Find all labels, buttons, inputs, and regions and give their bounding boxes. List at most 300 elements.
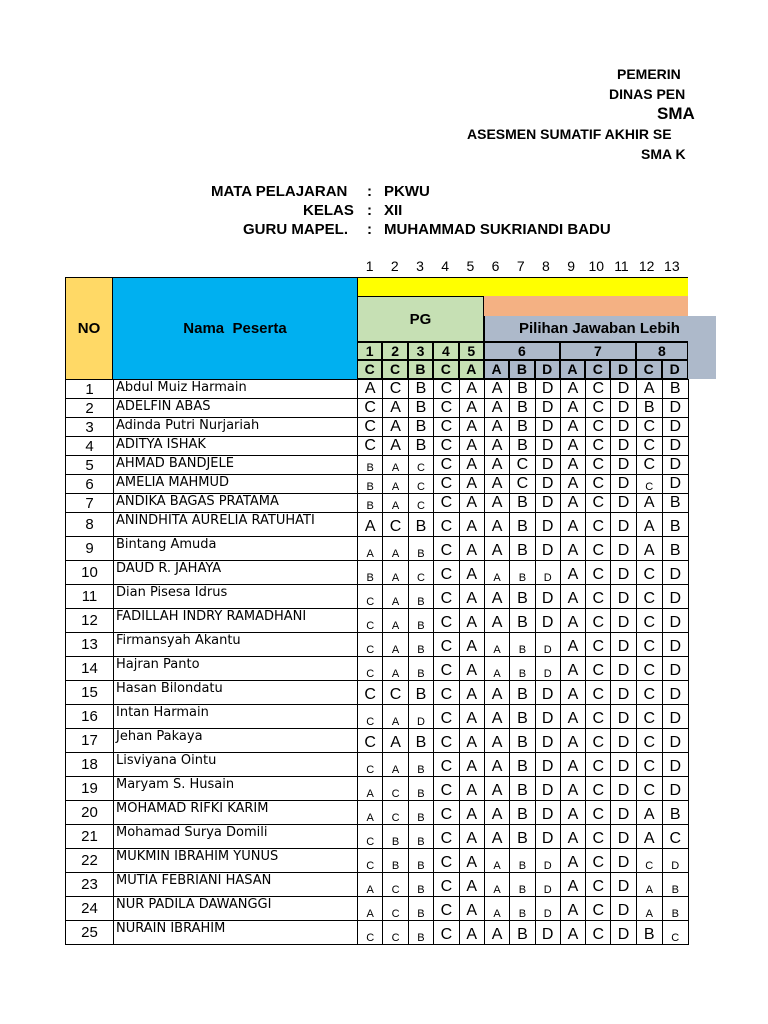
answer-cell: D bbox=[535, 849, 560, 873]
pg-number: 2 bbox=[382, 342, 407, 360]
answer-cell: A bbox=[560, 849, 585, 873]
answer-cell: C bbox=[383, 681, 408, 705]
column-numbers bbox=[357, 258, 684, 276]
answer-cell: D bbox=[535, 777, 560, 801]
answer-cell: B bbox=[662, 513, 688, 537]
answer-cell: D bbox=[535, 418, 560, 437]
answer-cell: C bbox=[383, 380, 408, 399]
answer-cell: B bbox=[510, 561, 535, 585]
answer-cell: C bbox=[434, 801, 459, 825]
answer-cell: A bbox=[560, 399, 585, 418]
answer-cell: C bbox=[358, 753, 383, 777]
answer-cell: B bbox=[662, 537, 688, 561]
answer-cell: C bbox=[358, 399, 383, 418]
answer-cell: B bbox=[662, 494, 688, 513]
answer-cell: A bbox=[459, 399, 484, 418]
table-row bbox=[66, 801, 689, 825]
answer-cell: D bbox=[662, 437, 688, 456]
answer-cell: B bbox=[358, 475, 383, 494]
answer-cell: A bbox=[383, 633, 408, 657]
column-number: 11 bbox=[614, 258, 629, 274]
answer-cell: D bbox=[662, 456, 688, 475]
answer-cell: C bbox=[358, 609, 383, 633]
answer-cell: A bbox=[484, 777, 509, 801]
answer-cell: A bbox=[560, 753, 585, 777]
student-name: Hasan Bilondatu bbox=[114, 681, 358, 705]
answer-cell: A bbox=[459, 897, 484, 921]
answer-cell: A bbox=[484, 657, 509, 681]
student-name: Hajran Panto bbox=[114, 657, 358, 681]
answer-cell: A bbox=[459, 475, 484, 494]
answer-cell: B bbox=[408, 753, 433, 777]
answer-cell: B bbox=[636, 921, 662, 945]
answer-cell: C bbox=[586, 585, 611, 609]
student-name: Jehan Pakaya bbox=[114, 729, 358, 753]
table-row bbox=[66, 513, 689, 537]
answer-cell: A bbox=[459, 729, 484, 753]
answer-cell: A bbox=[358, 513, 383, 537]
answer-cell: D bbox=[611, 777, 636, 801]
answer-key-cell: C bbox=[357, 360, 382, 379]
answer-cell: D bbox=[611, 418, 636, 437]
student-name: NURAIN IBRAHIM bbox=[114, 921, 358, 945]
row-number: 11 bbox=[66, 585, 114, 609]
answer-cell: C bbox=[636, 729, 662, 753]
row-number: 9 bbox=[66, 537, 114, 561]
answer-cell: C bbox=[586, 418, 611, 437]
answer-cell: B bbox=[383, 825, 408, 849]
answer-cell: C bbox=[408, 561, 433, 585]
answer-cell: D bbox=[535, 437, 560, 456]
answer-cell: C bbox=[586, 537, 611, 561]
answer-cell: A bbox=[459, 849, 484, 873]
top-band bbox=[357, 277, 688, 297]
answer-cell: A bbox=[383, 585, 408, 609]
answer-cell: D bbox=[535, 825, 560, 849]
answer-cell: A bbox=[459, 705, 484, 729]
student-name: AHMAD BANDJELE bbox=[114, 456, 358, 475]
table-row bbox=[66, 437, 689, 456]
answer-cell: A bbox=[560, 705, 585, 729]
answer-cell: D bbox=[535, 475, 560, 494]
answer-cell: A bbox=[459, 801, 484, 825]
answer-cell: A bbox=[484, 705, 509, 729]
answer-cell: C bbox=[586, 380, 611, 399]
answer-cell: A bbox=[459, 633, 484, 657]
answer-cell: A bbox=[358, 537, 383, 561]
answer-cell: B bbox=[636, 399, 662, 418]
answer-cell: D bbox=[535, 399, 560, 418]
answer-cell: C bbox=[434, 437, 459, 456]
row-number: 25 bbox=[66, 921, 114, 945]
answer-cell: A bbox=[560, 380, 585, 399]
answer-cell: A bbox=[560, 537, 585, 561]
answer-cell: D bbox=[611, 585, 636, 609]
answer-cell: A bbox=[560, 609, 585, 633]
answer-key-cell: D bbox=[610, 360, 635, 379]
answer-cell: A bbox=[459, 921, 484, 945]
answer-cell: B bbox=[510, 537, 535, 561]
table-row bbox=[66, 705, 689, 729]
answer-cell: D bbox=[535, 609, 560, 633]
answer-cell: B bbox=[408, 681, 433, 705]
answer-cell: C bbox=[434, 657, 459, 681]
answer-cell: C bbox=[434, 380, 459, 399]
answer-cell: C bbox=[636, 753, 662, 777]
answer-cell: B bbox=[510, 777, 535, 801]
answer-cell: D bbox=[662, 729, 688, 753]
answer-cell: B bbox=[408, 873, 433, 897]
answer-cell: A bbox=[484, 494, 509, 513]
answer-cell: B bbox=[408, 418, 433, 437]
answer-cell: A bbox=[484, 585, 509, 609]
answer-cell: D bbox=[535, 561, 560, 585]
row-number: 8 bbox=[66, 513, 114, 537]
answer-cell: D bbox=[611, 633, 636, 657]
table-row bbox=[66, 657, 689, 681]
answer-cell: D bbox=[662, 418, 688, 437]
answer-cell: A bbox=[459, 657, 484, 681]
no-header bbox=[65, 277, 113, 380]
answer-cell: C bbox=[636, 705, 662, 729]
answer-cell: C bbox=[434, 513, 459, 537]
answer-cell: C bbox=[636, 777, 662, 801]
answer-cell: A bbox=[459, 753, 484, 777]
answer-cell: B bbox=[510, 633, 535, 657]
table-row bbox=[66, 825, 689, 849]
student-name: Lisviyana Ointu bbox=[114, 753, 358, 777]
answer-cell: C bbox=[586, 399, 611, 418]
class-label: KELAS bbox=[303, 202, 354, 219]
student-name: NUR PADILA DAWANGGI bbox=[114, 897, 358, 921]
answer-cell: C bbox=[636, 681, 662, 705]
answer-cell: C bbox=[383, 897, 408, 921]
answer-cell: A bbox=[459, 537, 484, 561]
answer-cell: C bbox=[434, 418, 459, 437]
student-name: MOHAMAD RIFKI KARIM bbox=[114, 801, 358, 825]
answer-cell: C bbox=[358, 657, 383, 681]
row-number: 22 bbox=[66, 849, 114, 873]
answer-cell: B bbox=[510, 585, 535, 609]
answer-cell: A bbox=[459, 825, 484, 849]
answer-cell: A bbox=[383, 475, 408, 494]
table-row bbox=[66, 609, 689, 633]
column-number: 3 bbox=[416, 258, 424, 274]
answer-cell: D bbox=[611, 681, 636, 705]
answer-key-cell: B bbox=[408, 360, 433, 379]
answer-cell: C bbox=[636, 609, 662, 633]
answer-cell: D bbox=[535, 585, 560, 609]
table-row bbox=[66, 873, 689, 897]
row-number: 17 bbox=[66, 729, 114, 753]
answer-cell: B bbox=[510, 825, 535, 849]
no-header-label: NO bbox=[77, 320, 101, 337]
answer-cell: B bbox=[358, 561, 383, 585]
answer-cell: D bbox=[611, 399, 636, 418]
answer-cell: A bbox=[484, 513, 509, 537]
multi-header bbox=[484, 316, 688, 342]
subject-label: MATA PELAJARAN bbox=[211, 183, 348, 200]
answer-cell: A bbox=[560, 475, 585, 494]
row-number: 19 bbox=[66, 777, 114, 801]
student-name: Adinda Putri Nurjariah bbox=[114, 418, 358, 437]
answer-cell: D bbox=[611, 705, 636, 729]
table-row bbox=[66, 897, 689, 921]
answer-cell: B bbox=[408, 437, 433, 456]
answer-key-cell: C bbox=[433, 360, 458, 379]
answer-cell: C bbox=[383, 777, 408, 801]
answer-cell: C bbox=[434, 705, 459, 729]
row-number: 16 bbox=[66, 705, 114, 729]
answer-cell: C bbox=[358, 633, 383, 657]
answer-cell: B bbox=[408, 801, 433, 825]
group-number: 6 bbox=[484, 342, 560, 360]
answer-cell: C bbox=[358, 437, 383, 456]
table-row bbox=[66, 849, 689, 873]
answer-cell: A bbox=[560, 921, 585, 945]
answer-cell: B bbox=[383, 849, 408, 873]
answer-cell: C bbox=[510, 456, 535, 475]
answer-cell: C bbox=[586, 475, 611, 494]
answer-cell: C bbox=[586, 777, 611, 801]
answer-cell: C bbox=[636, 418, 662, 437]
answer-cell: A bbox=[459, 873, 484, 897]
column-number: 2 bbox=[390, 258, 399, 274]
answer-cell: C bbox=[358, 585, 383, 609]
answer-cell: D bbox=[535, 456, 560, 475]
answer-cell: A bbox=[358, 873, 383, 897]
answer-cell: D bbox=[611, 873, 636, 897]
answer-cell: B bbox=[510, 437, 535, 456]
answer-cell: C bbox=[586, 729, 611, 753]
answer-cell: B bbox=[358, 494, 383, 513]
student-name: AMELIA MAHMUD bbox=[114, 475, 358, 494]
row-number: 5 bbox=[66, 456, 114, 475]
table-row bbox=[66, 494, 689, 513]
answer-cell: A bbox=[459, 513, 484, 537]
answer-cell: D bbox=[662, 475, 688, 494]
answer-cell: B bbox=[662, 873, 688, 897]
answer-key-cell: C bbox=[382, 360, 407, 379]
answer-cell: A bbox=[459, 561, 484, 585]
pg-header-label: PG bbox=[409, 310, 432, 328]
student-name: Dian Pisesa Idrus bbox=[114, 585, 358, 609]
table-row bbox=[66, 418, 689, 437]
answer-cell: C bbox=[586, 456, 611, 475]
answer-cell: A bbox=[459, 585, 484, 609]
column-number: 6 bbox=[491, 258, 500, 274]
answer-cell: A bbox=[484, 897, 509, 921]
answer-cell: D bbox=[611, 729, 636, 753]
answer-cell: A bbox=[484, 537, 509, 561]
student-name: ANDIKA BAGAS PRATAMA bbox=[114, 494, 358, 513]
answer-cell: C bbox=[358, 921, 383, 945]
answer-cell: A bbox=[560, 513, 585, 537]
answer-cell: A bbox=[383, 456, 408, 475]
answer-cell: C bbox=[408, 475, 433, 494]
answer-cell: C bbox=[434, 585, 459, 609]
answer-cell: C bbox=[408, 494, 433, 513]
answer-cell: C bbox=[636, 456, 662, 475]
column-number: 1 bbox=[365, 258, 374, 274]
answer-cell: B bbox=[510, 418, 535, 437]
table-row bbox=[66, 729, 689, 753]
answer-cell: D bbox=[611, 609, 636, 633]
answer-key-row bbox=[357, 360, 688, 379]
answer-cell: D bbox=[535, 801, 560, 825]
answer-cell: A bbox=[459, 609, 484, 633]
class-sep: : bbox=[367, 202, 372, 219]
answer-cell: A bbox=[459, 494, 484, 513]
answer-cell: D bbox=[535, 537, 560, 561]
answer-cell: D bbox=[662, 777, 688, 801]
answer-cell: A bbox=[560, 729, 585, 753]
answer-cell: D bbox=[535, 921, 560, 945]
student-name: Bintang Amuda bbox=[114, 537, 358, 561]
student-name: Mohamad Surya Domili bbox=[114, 825, 358, 849]
answer-cell: A bbox=[484, 849, 509, 873]
answer-cell: B bbox=[510, 849, 535, 873]
answer-cell: D bbox=[662, 585, 688, 609]
answer-cell: B bbox=[510, 801, 535, 825]
answer-cell: C bbox=[383, 873, 408, 897]
answer-cell: C bbox=[408, 456, 433, 475]
answer-cell: B bbox=[662, 897, 688, 921]
answer-cell: A bbox=[560, 418, 585, 437]
answer-cell: D bbox=[662, 753, 688, 777]
answer-cell: C bbox=[636, 633, 662, 657]
answer-cell: A bbox=[383, 705, 408, 729]
answer-cell: C bbox=[636, 849, 662, 873]
answer-cell: B bbox=[408, 729, 433, 753]
answer-cell: A bbox=[383, 657, 408, 681]
table-row bbox=[66, 561, 689, 585]
row-number: 3 bbox=[66, 418, 114, 437]
answer-cell: A bbox=[383, 418, 408, 437]
pg-number: 4 bbox=[433, 342, 458, 360]
answer-cell: B bbox=[662, 380, 688, 399]
row-number: 20 bbox=[66, 801, 114, 825]
row-number: 6 bbox=[66, 475, 114, 494]
answer-cell: B bbox=[510, 921, 535, 945]
answer-cell: C bbox=[586, 825, 611, 849]
answer-cell: C bbox=[358, 681, 383, 705]
answer-cell: C bbox=[434, 456, 459, 475]
header-line-1: PEMERIN bbox=[617, 66, 681, 82]
answer-cell: D bbox=[662, 399, 688, 418]
answer-cell: C bbox=[434, 729, 459, 753]
answer-cell: A bbox=[459, 777, 484, 801]
answer-cell: C bbox=[636, 585, 662, 609]
answer-cell: B bbox=[510, 873, 535, 897]
answer-cell: B bbox=[510, 657, 535, 681]
answer-cell: A bbox=[560, 681, 585, 705]
answer-cell: C bbox=[586, 561, 611, 585]
answer-cell: C bbox=[434, 633, 459, 657]
answer-cell: C bbox=[434, 753, 459, 777]
answer-cell: C bbox=[358, 825, 383, 849]
answer-cell: B bbox=[408, 633, 433, 657]
table-row bbox=[66, 921, 689, 945]
answer-key-cell: A bbox=[484, 360, 509, 379]
answer-cell: D bbox=[611, 475, 636, 494]
answer-cell: B bbox=[408, 825, 433, 849]
answer-cell: D bbox=[535, 729, 560, 753]
answer-key-cell: C bbox=[636, 360, 662, 379]
answer-cell: D bbox=[611, 380, 636, 399]
answer-cell: D bbox=[611, 657, 636, 681]
answer-cell: C bbox=[358, 705, 383, 729]
header-line-4: ASESMEN SUMATIF AKHIR SE bbox=[467, 126, 672, 142]
answer-cell: B bbox=[510, 609, 535, 633]
answer-cell: B bbox=[510, 681, 535, 705]
answer-cell: A bbox=[484, 609, 509, 633]
answer-cell: C bbox=[434, 681, 459, 705]
student-name: ANINDHITA AURELIA RATUHATI bbox=[114, 513, 358, 537]
answer-cell: C bbox=[434, 561, 459, 585]
row-number: 24 bbox=[66, 897, 114, 921]
answer-cell: A bbox=[636, 873, 662, 897]
column-number: 7 bbox=[516, 258, 525, 274]
answer-cell: D bbox=[611, 897, 636, 921]
table-row bbox=[66, 380, 689, 399]
row-number: 23 bbox=[66, 873, 114, 897]
answer-cell: D bbox=[662, 657, 688, 681]
answer-cell: D bbox=[662, 609, 688, 633]
answer-cell: D bbox=[611, 801, 636, 825]
answer-cell: A bbox=[560, 585, 585, 609]
answer-cell: B bbox=[408, 849, 433, 873]
answer-cell: A bbox=[560, 801, 585, 825]
column-number: 4 bbox=[441, 258, 450, 274]
answer-cell: A bbox=[484, 456, 509, 475]
answer-cell: A bbox=[560, 561, 585, 585]
row-number: 2 bbox=[66, 399, 114, 418]
table-row bbox=[66, 585, 689, 609]
answer-cell: C bbox=[586, 513, 611, 537]
student-name: Firmansyah Akantu bbox=[114, 633, 358, 657]
answer-cell: B bbox=[408, 537, 433, 561]
student-name: ADELFIN ABAS bbox=[114, 399, 358, 418]
table-row bbox=[66, 681, 689, 705]
column-number: 10 bbox=[588, 258, 605, 274]
answer-cell: B bbox=[358, 456, 383, 475]
answer-cell: B bbox=[510, 380, 535, 399]
answer-key-cell: B bbox=[509, 360, 534, 379]
answer-cell: A bbox=[636, 537, 662, 561]
answer-cell: D bbox=[535, 873, 560, 897]
pg-number: 5 bbox=[459, 342, 484, 360]
answer-cell: C bbox=[586, 681, 611, 705]
answer-cell: B bbox=[408, 380, 433, 399]
orange-band bbox=[484, 296, 688, 316]
row-number: 18 bbox=[66, 753, 114, 777]
answer-cell: C bbox=[636, 475, 662, 494]
answer-cell: A bbox=[560, 873, 585, 897]
answer-cell: C bbox=[434, 399, 459, 418]
answer-cell: C bbox=[434, 609, 459, 633]
answer-cell: A bbox=[560, 897, 585, 921]
answer-cell: D bbox=[662, 705, 688, 729]
answer-cell: A bbox=[484, 399, 509, 418]
answer-cell: D bbox=[611, 513, 636, 537]
answer-cell: A bbox=[560, 456, 585, 475]
group-number: 7 bbox=[560, 342, 636, 360]
answer-cell: C bbox=[434, 777, 459, 801]
answer-cell: D bbox=[662, 681, 688, 705]
column-number: 8 bbox=[542, 258, 550, 274]
answer-cell: C bbox=[434, 475, 459, 494]
